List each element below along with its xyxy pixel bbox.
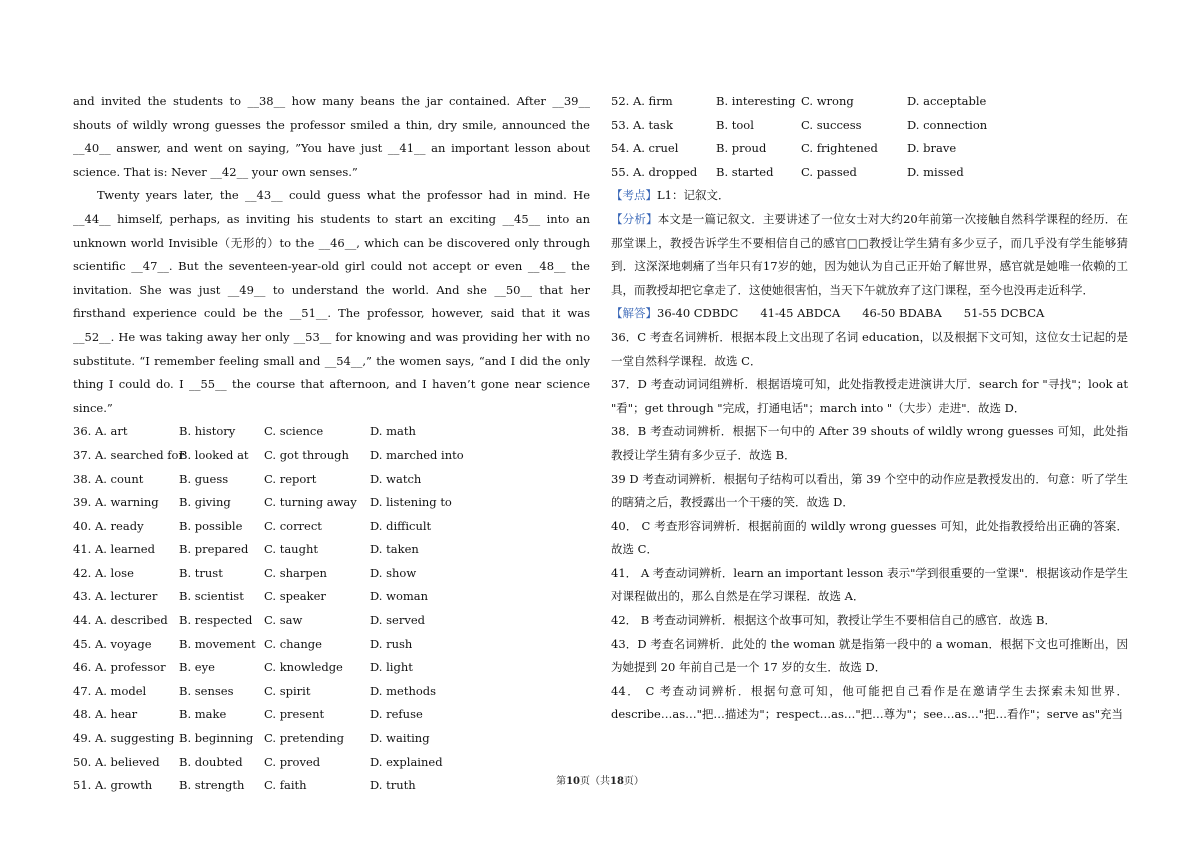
option-c: C. taught <box>264 542 318 557</box>
option-c: C. knowledge <box>264 660 343 675</box>
question-option-row <box>73 633 590 657</box>
option-d: D. rush <box>370 636 413 651</box>
option-b: B. eye <box>179 660 215 675</box>
answer-group: 51-55 DCBCA <box>963 306 1045 321</box>
option-c: C. sharpen <box>264 565 327 580</box>
option-c: C. correct <box>264 518 322 533</box>
question-option-row <box>73 538 590 562</box>
option-c: C. got through <box>264 447 349 462</box>
option-num: 44. A. described <box>73 613 168 628</box>
question-option-row <box>73 491 590 515</box>
option-num: 49. A. suggesting <box>73 731 175 746</box>
option-num: 46. A. professor <box>73 660 166 675</box>
option-c: C. science <box>264 424 324 439</box>
option-num: 42. A. lose <box>73 565 134 580</box>
option-c: C. speaker <box>264 589 326 604</box>
option-b: B. beginning <box>179 731 254 746</box>
question-option-row <box>73 609 590 633</box>
option-b: B. guess <box>179 471 229 486</box>
option-b: B. looked at <box>179 447 249 462</box>
option-d: D. math <box>370 424 416 439</box>
answer-group: 46-50 BDABA <box>862 306 942 321</box>
question-option-row <box>73 420 590 444</box>
option-num: 41. A. learned <box>73 542 155 557</box>
right-column <box>611 90 1128 727</box>
question-option-row <box>73 585 590 609</box>
fenxi-tag: 【分析】 <box>611 211 658 226</box>
option-num: 50. A. believed <box>73 754 160 769</box>
jieda-tag: 【解答】 <box>611 306 657 321</box>
option-num: 39. A. warning <box>73 495 159 510</box>
explanation-item: 44． C 考查动词辨析．根据句意可知，他可能把自己看作是在邀请学生去探索未知世界．describe…as…"把…描述为"；respect…as…"把…尊为"；see…as…"把…看作"；serve as"充当 <box>611 683 1128 722</box>
option-num: 38. A. count <box>73 471 144 486</box>
option-c: C. passed <box>801 164 857 179</box>
option-b: B. tool <box>716 117 754 132</box>
option-d: D. connection <box>907 117 988 132</box>
option-c: C. report <box>264 471 317 486</box>
option-b: B. proud <box>716 141 767 156</box>
explanation-item: 38．B 考查动词辨析．根据下一句中的 After 39 shouts of wildly wrong guesses 可知，此处指教授让学生猜有多少豆子．故选 B． <box>611 424 1128 462</box>
question-option-row <box>73 562 590 586</box>
option-b: B. history <box>179 424 236 439</box>
option-b: B. giving <box>179 495 231 510</box>
kaodian-text: L1：记叙文． <box>657 188 730 203</box>
option-d: D. methods <box>370 683 437 698</box>
passage-paragraph: Twenty years later, the __43__ could guess what the professor had in mind. He __44__ himself, perhaps, as inviting his students to start an exciting __45__ into an unknown world Invisible（无形的）to the __46__, which can be discovered only through scientific __47__. But the seventeen-year-old girl could not accept or even __48__ the invitation. She was just __49__ to understand the world. And she __50__ that her firsthand experience could be the __51__. The professor, however, said that it was __52__. He was taking away her only __53__ for knowing and was providing her with no substitute. “I remember feeling small and __54__,” the women says, “and I did the only thing I could do. I __55__ the course that afternoon, and I haven’t gone near science since.” <box>73 188 590 415</box>
option-num: 48. A. hear <box>73 707 138 722</box>
option-c: C. frightened <box>801 141 878 156</box>
option-b: B. started <box>716 164 774 179</box>
question-option-row <box>611 114 1128 138</box>
option-c: C. wrong <box>801 94 854 108</box>
option-c: C. pretending <box>264 731 345 746</box>
page-number: 10 <box>566 776 580 787</box>
option-d: D. marched into <box>370 447 464 462</box>
option-num: 36. A. art <box>73 424 128 439</box>
option-num: 52. A. firm <box>611 94 673 108</box>
option-c: C. spirit <box>264 683 311 698</box>
option-d: D. missed <box>907 164 964 179</box>
explanation-item: 37．D 考查动词词组辨析．根据语境可知，此处指教授走进演讲大厅．search for "寻找"；look at "看"；get through "完成，打通电话"；march into "（大步）走进"．故选 D． <box>611 377 1128 415</box>
explanation-item: 39 D 考查动词辨析．根据句子结构可以看出，第 39 个空中的动作应是教授发出的．句意：听了学生的瞎猜之后，教授露出一个干瘘的笑．故选 D． <box>611 471 1128 510</box>
option-d: D. waiting <box>370 731 430 746</box>
question-option-row <box>73 515 590 539</box>
fenxi-section <box>611 208 1128 302</box>
footer-middle: 页（共 <box>580 776 610 787</box>
option-num: 54. A. cruel <box>611 141 679 156</box>
answer-key-section <box>611 302 1128 326</box>
option-b: B. doubted <box>179 754 243 769</box>
option-b: B. strength <box>179 778 245 793</box>
option-num: 43. A. lecturer <box>73 589 158 604</box>
option-b: B. trust <box>179 565 223 580</box>
fenxi-text: 本文是一篇记叙文．主要讲述了一位女士对大约20年前第一次接触自然科学课程的经历．在那堂课上，教授告诉学生不要相信自己的感官□□教授让学生猜有多少豆子，而几乎没有学生能够猜到．这深深地刺痛了当年只有17岁的她，因为她认为自己正开始了解世界，感官就是她唯一依赖的工具，而教授却把它拿走了．这使她很害怕，当天下午就放弃了这门课程，至今也没再走近科学． <box>611 211 1128 297</box>
question-option-row <box>73 656 590 680</box>
option-b: B. prepared <box>179 542 249 557</box>
question-option-row <box>73 703 590 727</box>
option-d: D. light <box>370 660 413 675</box>
question-options-list <box>611 90 1128 184</box>
question-option-row <box>73 751 590 775</box>
explanations-list <box>611 326 1128 727</box>
question-option-row <box>73 468 590 492</box>
option-num: 37. A. searched for <box>73 447 184 462</box>
answer-group: 41-45 ABDCA <box>760 306 841 321</box>
option-num: 40. A. ready <box>73 518 144 533</box>
question-option-row <box>611 137 1128 161</box>
option-d: D. refuse <box>370 707 423 722</box>
kaodian-tag: 【考点】 <box>611 188 657 203</box>
option-b: B. senses <box>179 683 234 698</box>
option-num: 45. A. voyage <box>73 636 152 651</box>
option-b: B. movement <box>179 636 256 651</box>
option-num: 53. A. task <box>611 117 673 132</box>
question-option-row <box>611 90 1128 114</box>
option-d: D. acceptable <box>907 94 987 108</box>
option-c: C. saw <box>264 613 303 628</box>
question-option-row <box>611 161 1128 185</box>
option-d: D. served <box>370 613 425 628</box>
explanation-item: 43．D 考查名词辨析．此处的 the woman 就是指第一段中的 a woman．根据下文也可推断出，因为她提到 20 年前自己是一个 17 岁的女生．故选 D． <box>611 636 1128 675</box>
question-option-row <box>73 680 590 704</box>
option-c: C. turning away <box>264 495 357 510</box>
question-option-row <box>73 444 590 468</box>
option-b: B. interesting <box>716 94 796 108</box>
option-num: 47. A. model <box>73 683 147 698</box>
option-d: D. woman <box>370 589 429 604</box>
option-d: D. show <box>370 565 417 580</box>
option-d: D. difficult <box>370 518 432 533</box>
footer-prefix: 第 <box>556 776 567 787</box>
option-c: C. present <box>264 707 325 722</box>
question-option-row <box>73 727 590 751</box>
question-options-list <box>73 420 590 798</box>
option-c: C. faith <box>264 778 307 793</box>
option-num: 55. A. dropped <box>611 164 698 179</box>
explanation-item: 42． B 考查动词辨析．根据这个故事可知，教授让学生不要相信自己的感官．故选 B． <box>611 613 1056 628</box>
option-b: B. scientist <box>179 589 244 604</box>
option-num: 51. A. growth <box>73 778 153 793</box>
footer-suffix: 页） <box>623 776 644 787</box>
page-footer <box>0 772 1200 787</box>
explanation-item: 41． A 考查动词辨析．learn an important lesson 表示"学到很重要的一堂课"．根据该动作是学生对课程做出的，那么自然是在学习课程．故选 A． <box>611 565 1128 604</box>
left-column <box>73 90 590 798</box>
total-pages: 18 <box>610 776 624 787</box>
answer-group: 36-40 CDBDC <box>657 306 739 321</box>
explanation-item: 40． C 考查形容词辨析．根据前面的 wildly wrong guesses 可知，此处指教授给出正确的答案．故选 C． <box>611 518 1128 557</box>
option-d: D. taken <box>370 542 419 557</box>
kaodian-section <box>611 184 1128 208</box>
passage-paragraph: and invited the students to __38__ how many beans the jar contained. After __39__ shouts of wildly wrong guesses the professor smiled a thin, dry smile, announced the __40__ answer, and went on saying, ”You have just __41__ an important lesson about science. That is: Never __42__ your own senses.” <box>73 94 590 179</box>
option-b: B. make <box>179 707 227 722</box>
option-b: B. respected <box>179 613 253 628</box>
option-d: D. truth <box>370 778 416 793</box>
option-c: C. change <box>264 636 322 651</box>
option-d: D. listening to <box>370 495 452 510</box>
option-d: D. explained <box>370 754 443 769</box>
explanation-item: 36．C 考查名词辨析．根据本段上文出现了名词 education，以及根据下文可知，这位女士记起的是一堂自然科学课程．故选 C． <box>611 329 1128 368</box>
option-d: D. watch <box>370 471 422 486</box>
option-c: C. proved <box>264 754 321 769</box>
option-b: B. possible <box>179 518 243 533</box>
option-c: C. success <box>801 117 862 132</box>
option-d: D. brave <box>907 141 957 156</box>
